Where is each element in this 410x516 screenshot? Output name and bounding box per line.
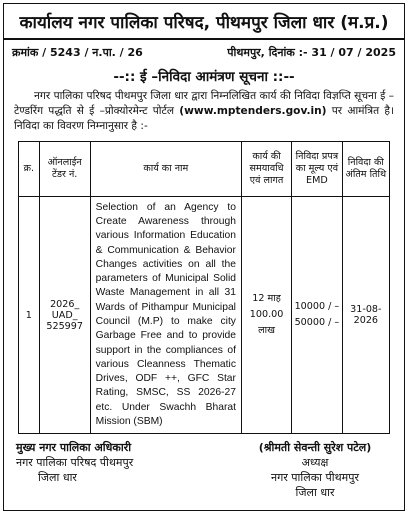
form-fee: 10000 / – [294, 301, 340, 312]
tender-no-part-3: 525997 [46, 320, 83, 332]
tender-no-part-1: 2026_ [50, 298, 80, 310]
table-row [19, 197, 390, 434]
emd-amount: 50000 / – [294, 317, 340, 328]
president-district: जिला धार [295, 486, 335, 499]
cell-serial: 1 [19, 197, 40, 434]
office-header [4, 4, 404, 40]
officer-signature [16, 440, 133, 485]
table-header-row [19, 142, 390, 197]
notice-document [3, 3, 405, 511]
officer-designation: मुख्य नगर पालिका अधिकारी [16, 441, 132, 454]
president-signature [240, 440, 390, 500]
cell-work-name: Selection of an Agency to Create Awareness through various Information Education & Communication & Behavior Changes activities on all the parameters of Municipal Solid Waste Management in all 31 Wards of Pithampur Municipal Council (M.P) to make city Garbage Free and to provide support in the compliances of various Cleanness Thematic Drives, ODF ++, GFC Star Rating, SMSC, SS 2026-27 etc. Under Swachh Bharat Mission (SBM) [90, 197, 241, 434]
president-name: (श्रीमती सेवन्ती सुरेश पटेल) [258, 441, 372, 454]
portal-url: (www.mptenders.gov.in) [179, 105, 327, 117]
president-office: नगर पालिका पीथमपुर [271, 471, 359, 484]
cost-unit: लाख [258, 325, 275, 336]
cell-fee-emd [292, 197, 343, 434]
notice-title: --:: ई –निविदा आमंत्रण सूचना ::-- [113, 69, 295, 85]
reference-number: क्रमांक / 5243 / न.पा. / 26 [12, 46, 143, 59]
office-title: कार्यालय नगर पालिका परिषद, पीथमपुर जिला धार (म.प्र.) [19, 12, 389, 33]
officer-office: नगर पालिका परिषद पीथमपुर [16, 456, 134, 469]
header-last-date: निविदा की अंतिम तिथि [342, 142, 389, 197]
cell-last-date: 31-08-2026 [342, 197, 389, 434]
time-period: 12 माह [252, 293, 281, 304]
officer-district: जिला धार [38, 471, 77, 484]
tender-no-part-2: UAD_ [51, 309, 78, 321]
header-tender-no: ऑनलाईन टेंडर नं. [39, 142, 90, 197]
intro-text-before: नगर पालिका परिषद पीथमपुर जिला धार द्वारा निम्नलिखित कार्य की निविदा विज्ञप्ति सूचना ई –टेण्डरिंग पद्धति से ई –प्रोक्योरमेन्ट पोर्टल [14, 90, 394, 117]
cell-time-cost [241, 197, 291, 434]
header-fee-emd: निविदा प्रपत्र का मूल्य एवं EMD [292, 142, 343, 197]
header-serial: क्र. [19, 142, 40, 197]
tender-table [18, 141, 390, 434]
intro-text-after: पर आमंत्रित है। निविदा का विवरण निम्नानुसार है :- [14, 105, 394, 132]
cost-amount: 100.00 [249, 309, 284, 320]
intro-paragraph [4, 85, 404, 134]
reference-line [4, 40, 404, 60]
reference-date: पीथमपुर, दिनांक :- 31 / 07 / 2025 [227, 46, 396, 59]
president-designation: अध्यक्ष [301, 456, 329, 469]
header-time-cost: कार्य की समयावधि एवं लागत [241, 142, 291, 197]
cell-tender-no [39, 197, 90, 434]
header-work-name: कार्य का नाम [90, 142, 241, 197]
